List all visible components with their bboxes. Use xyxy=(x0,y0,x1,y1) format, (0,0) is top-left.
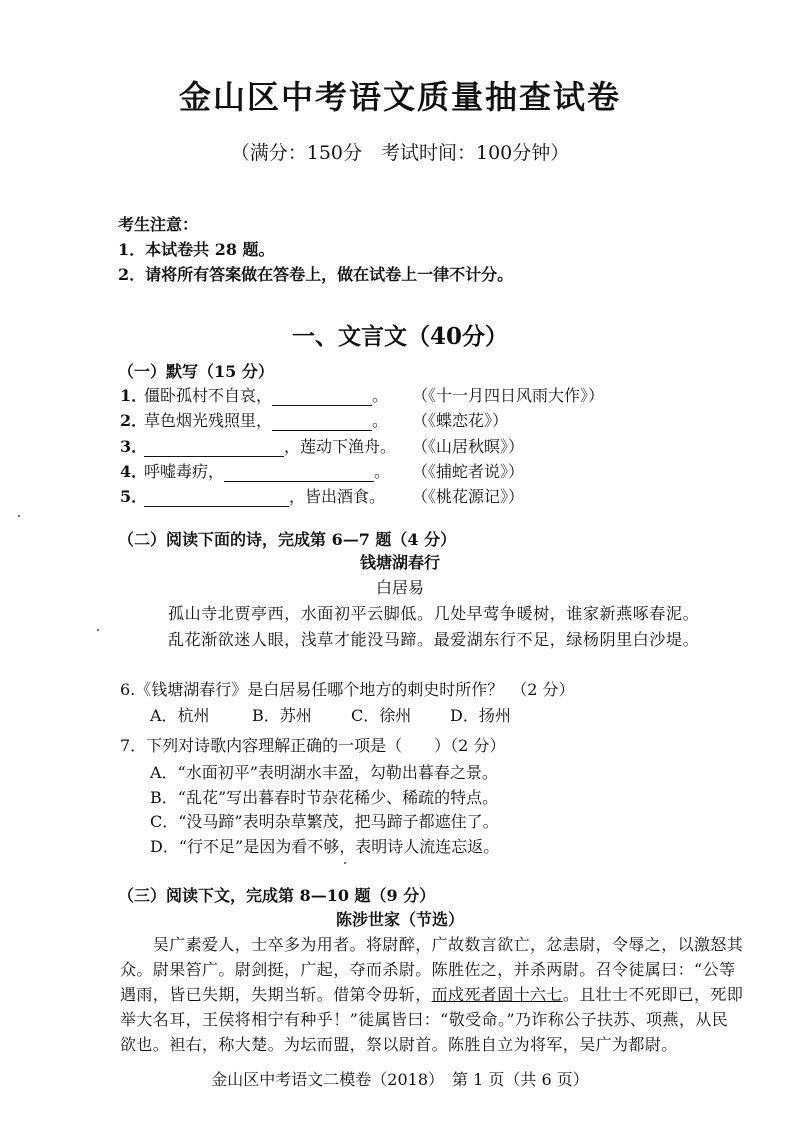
question-source: （《十一月四日风雨大作》） xyxy=(412,386,605,405)
page-footer: 金山区中考语文二模卷（2018） 第 1 页（共 6 页） xyxy=(211,1070,589,1089)
answer-blank[interactable] xyxy=(144,440,284,457)
q6-option-a[interactable]: A．杭州 xyxy=(150,706,210,725)
exam-title: 金山区中考语文质量抽查试卷 xyxy=(178,78,621,116)
question-source: （《蝶恋花》） xyxy=(412,411,509,430)
part2-heading: （二）阅读下面的诗，完成第 6—7 题（4 分） xyxy=(118,530,457,549)
poem-line-2: 乱花渐欲迷人眼，浅草才能没马蹄。最爱湖东行不足，绿杨阴里白沙堤。 xyxy=(168,630,700,649)
q6-option-d[interactable]: D．扬州 xyxy=(450,706,511,725)
answer-blank[interactable] xyxy=(272,389,372,406)
notice-item-1: 1．本试卷共 28 题。 xyxy=(118,240,275,259)
q7-option-d[interactable]: D．“行不足”是因为看不够，表明诗人流连忘返。 xyxy=(150,837,500,856)
dictation-question-4 xyxy=(120,459,390,482)
answer-blank[interactable] xyxy=(272,414,372,431)
underlined-sentence: 而戍死者固十六七 xyxy=(431,985,563,1004)
q7-option-c[interactable]: C．“没马蹄”表明杂草繁茂，把马蹄子都遮住了。 xyxy=(150,812,499,831)
question-number: 3． xyxy=(120,437,148,456)
question-text: 草色烟光残照里， xyxy=(144,411,273,430)
question-number: 4． xyxy=(120,462,148,481)
q6-option-b[interactable]: B．苏州 xyxy=(252,706,312,725)
notice-heading: 考生注意： xyxy=(118,215,199,234)
question-source: （《山居秋暝》） xyxy=(412,437,525,456)
notice-item-2: 2．请将所有答案做在答卷上，做在试卷上一律不计分。 xyxy=(118,265,514,284)
part3-heading: （三）阅读下文，完成第 8—10 题（9 分） xyxy=(118,886,436,905)
section-title: 一、文言文（40分） xyxy=(291,323,508,350)
question-text: 僵卧孤村不自哀， xyxy=(144,386,273,405)
question-text: 呼嘘毒疠， xyxy=(144,462,225,481)
text-line-1 xyxy=(120,932,744,955)
text-segment: 举大名耳，王侯将相宁有种乎！”徒属皆曰：“敬受命。”乃诈称公子扶苏、项燕，从民 xyxy=(120,1010,729,1029)
question-text-end: 。 xyxy=(374,462,391,481)
question-number: 2． xyxy=(120,411,148,430)
answer-blank[interactable] xyxy=(224,465,374,482)
text-segment: 欲也。袒右，称大楚。为坛而盟，祭以尉首。陈胜自立为将军，吴广为都尉。 xyxy=(120,1035,678,1054)
text-segment: 遇雨，皆已失期，失期当斩。借第令毋斩， xyxy=(120,985,432,1004)
question-text-end: 。 xyxy=(372,411,389,430)
poem-title: 钱塘湖春行 xyxy=(359,553,440,572)
poem-line-1: 孤山寺北贾亭西，水面初平云脚低。几处早莺争暖树，谁家新燕啄春泥。 xyxy=(168,604,700,623)
q7-option-b[interactable]: B．“乱花”写出暮春时节杂花稀少、稀疏的特点。 xyxy=(150,788,499,807)
q7-option-a[interactable]: A．“水面初平”表明湖水丰盈，勾勒出暮春之景。 xyxy=(150,763,498,782)
exam-subtitle: （满分：150分 考试时间：100分钟） xyxy=(230,142,570,164)
part1-heading: （一）默写（15 分） xyxy=(118,362,274,381)
text-line-4 xyxy=(120,1007,740,1030)
text-line-5 xyxy=(120,1032,740,1055)
dictation-question-1 xyxy=(120,383,388,406)
question-source: （《桃花源记》） xyxy=(412,487,525,506)
question-7-stem: 7．下列对诗歌内容理解正确的一项是（ ）（2 分） xyxy=(120,736,506,755)
poem-author: 白居易 xyxy=(375,578,424,597)
dictation-question-2 xyxy=(120,408,388,431)
question-number: 5． xyxy=(120,487,148,506)
question-text-end: ，莲动下渔舟。 xyxy=(284,437,397,456)
q6-option-c[interactable]: C．徐州 xyxy=(351,706,412,725)
text-line-3 xyxy=(120,982,744,1005)
answer-blank[interactable] xyxy=(144,490,289,507)
text-segment: 。且壮士不死即已，死即 xyxy=(562,985,744,1004)
scan-speck xyxy=(344,862,346,864)
question-text-end: 。 xyxy=(372,386,389,405)
dictation-question-5 xyxy=(120,484,385,507)
text-segment: 吴广素爱人，士卒多为用者。将尉醉，广故数言欲亡，忿恚尉，令辱之，以激怒其 xyxy=(120,935,744,954)
question-6-stem: 6.《钱塘湖春行》是白居易任哪个地方的刺史时所作？ （2 分） xyxy=(120,680,575,699)
text-title: 陈涉世家（节选） xyxy=(335,910,464,929)
scan-speck xyxy=(18,515,20,517)
question-number: 1． xyxy=(120,386,148,405)
question-source: （《捕蛇者说》） xyxy=(412,462,525,481)
dictation-question-3 xyxy=(120,434,396,457)
scan-speck xyxy=(97,629,99,631)
text-line-2 xyxy=(120,957,740,980)
text-segment: 众。尉果笞广。尉剑挺，广起，夺而杀尉。陈胜佐之，并杀两尉。召令徒属曰：“公等 xyxy=(120,960,736,979)
question-text-end: ，皆出酒食。 xyxy=(289,487,386,506)
